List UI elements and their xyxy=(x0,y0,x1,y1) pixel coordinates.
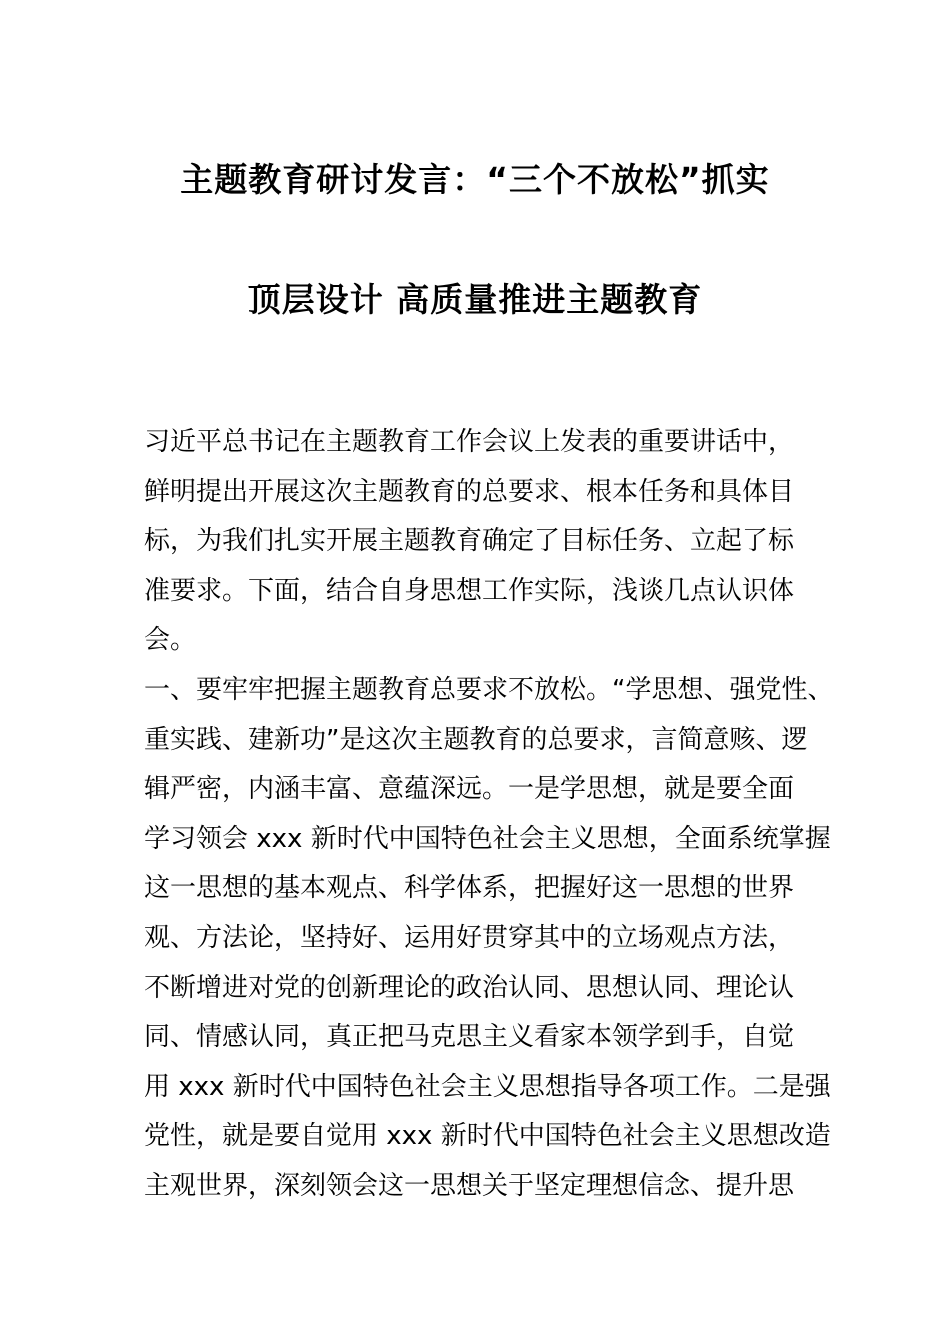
body-line: 这一思想的基本观点、科学体系，把握好这一思想的世界 xyxy=(144,873,795,904)
body-line: 标，为我们扎实开展主题教育确定了目标任务、立起了标 xyxy=(144,526,795,557)
body-line: 准要求。下面，结合自身思想工作实际，浅谈几点认识体 xyxy=(144,575,795,606)
body-line: 主观世界，深刻领会这一思想关于坚定理想信念、提升思 xyxy=(144,1170,795,1201)
body-line: 习近平总书记在主题教育工作会议上发表的重要讲话中， xyxy=(144,427,795,457)
body-line: 党性，就是要自觉用 xxx 新时代中国特色社会主义思想改造 xyxy=(144,1121,831,1152)
body-line: 用 xxx 新时代中国特色社会主义思想指导各项工作。二是强 xyxy=(144,1071,831,1102)
body-line: 一、要牢牢把握主题教育总要求不放松。“学思想、强党性、 xyxy=(144,674,834,705)
body-line: 重实践、建新功”是这次主题教育的总要求，言简意赅、逻 xyxy=(144,724,808,755)
document-title-line-1: 主题教育研讨发言：“三个不放松”抓实 xyxy=(180,160,770,199)
document-title-line-2: 顶层设计 高质量推进主题教育 xyxy=(247,280,703,319)
body-line: 同、情感认同，真正把马克思主义看家本领学到手，自觉 xyxy=(144,1022,795,1053)
body-line: 观、方法论，坚持好、运用好贯穿其中的立场观点方法， xyxy=(144,922,795,953)
body-line: 鲜明提出开展这次主题教育的总要求、根本任务和具体目 xyxy=(144,476,795,507)
body-line: 会。 xyxy=(144,625,197,656)
body-line: 辑严密，内涵丰富、意蕴深远。一是学思想，就是要全面 xyxy=(144,774,795,805)
body-line: 学习领会 xxx 新时代中国特色社会主义思想，全面系统掌握 xyxy=(144,823,831,854)
body-line: 不断增进对党的创新理论的政治认同、思想认同、理论认 xyxy=(144,972,795,1003)
document-body xyxy=(144,418,834,1212)
